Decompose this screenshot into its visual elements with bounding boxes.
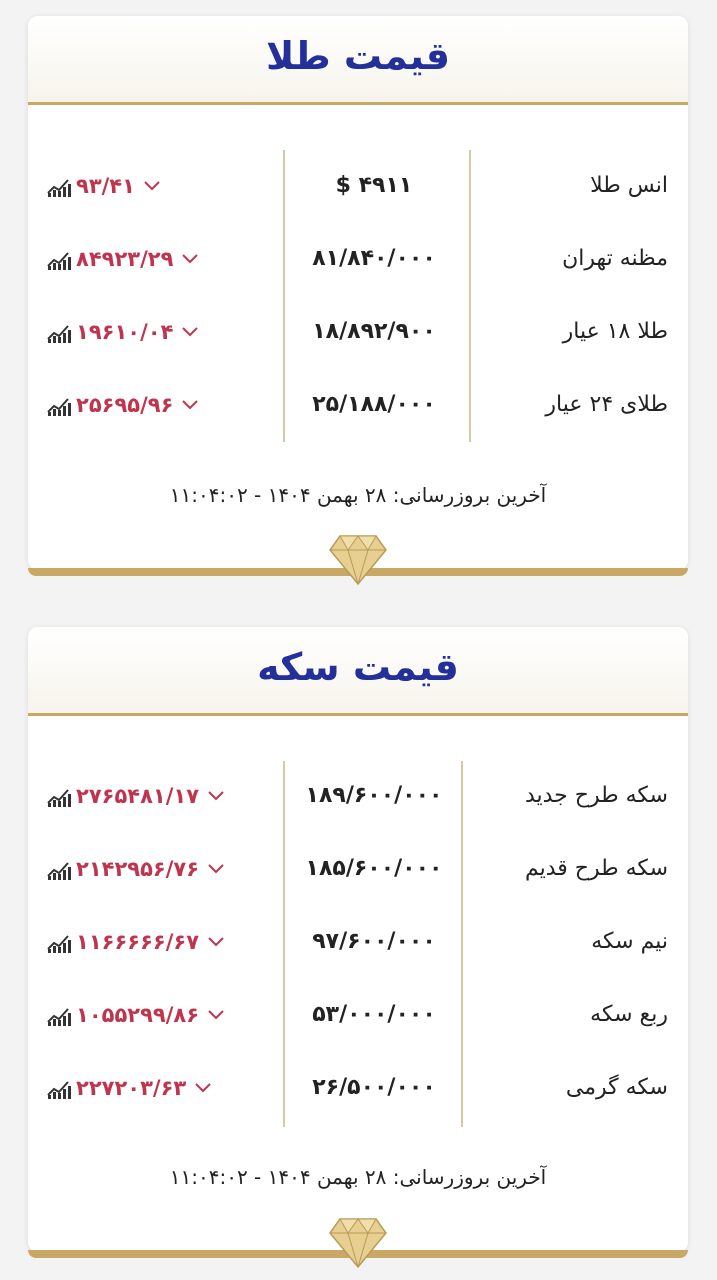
change-value: ۲۱۴۲۹۵۶/۷۶ xyxy=(76,857,200,881)
table-row[interactable] xyxy=(28,239,688,279)
diamond-icon xyxy=(328,534,388,586)
change-value: ۱۰۵۵۲۹۹/۸۶ xyxy=(76,1003,200,1027)
table-row[interactable] xyxy=(28,1068,688,1108)
table-row[interactable] xyxy=(28,312,688,352)
change-value: ۱۹۶۱۰/۰۴ xyxy=(76,320,174,344)
item-change[interactable] xyxy=(46,776,225,816)
bar-chart-icon[interactable] xyxy=(46,1077,72,1099)
bar-chart-icon[interactable] xyxy=(46,175,72,197)
table-row[interactable] xyxy=(28,922,688,962)
bar-chart-icon[interactable] xyxy=(46,931,72,953)
card-header xyxy=(28,627,688,716)
chevron-down-icon xyxy=(207,790,225,802)
change-value: ۸۴۹۲۳/۲۹ xyxy=(76,247,174,271)
coin-price-card xyxy=(28,627,688,1252)
change-value: ۲۵۶۹۵/۹۶ xyxy=(76,393,174,417)
bar-chart-icon[interactable] xyxy=(46,394,72,416)
item-price: ۱۸۹/۶۰۰/۰۰۰ xyxy=(305,783,443,808)
item-change[interactable] xyxy=(46,1068,212,1108)
diamond-icon xyxy=(328,1217,388,1269)
item-name: سکه طرح جدید xyxy=(524,783,668,808)
card-header xyxy=(28,16,688,105)
item-change[interactable] xyxy=(46,922,225,962)
chevron-down-icon xyxy=(207,936,225,948)
table-row[interactable] xyxy=(28,776,688,816)
gold-card-title: قیمت طلا xyxy=(266,34,450,78)
chevron-down-icon xyxy=(181,253,199,265)
table-row[interactable] xyxy=(28,166,688,206)
gold-price-card xyxy=(28,16,688,570)
item-name: طلای ۲۴ عیار xyxy=(545,392,668,417)
item-name: طلا ۱۸ عیار xyxy=(562,319,668,344)
chevron-down-icon xyxy=(181,326,199,338)
chevron-down-icon xyxy=(181,399,199,411)
table-row[interactable] xyxy=(28,995,688,1035)
item-price: ۱۸/۸۹۲/۹۰۰ xyxy=(312,319,436,344)
item-change[interactable] xyxy=(46,166,161,206)
change-value: ۲۲۷۲۰۳/۶۳ xyxy=(76,1076,187,1100)
item-name: مظنه تهران xyxy=(562,246,668,271)
bar-chart-icon[interactable] xyxy=(46,858,72,880)
last-updated-text: آخرین بروزرسانی: ۲۸ بهمن ۱۴۰۴ - ۱۱:۰۴:۰۲ xyxy=(169,1165,547,1189)
change-value: ۲۷۶۵۴۸۱/۱۷ xyxy=(76,784,200,808)
item-name: انس طلا xyxy=(590,173,668,198)
item-name: سکه طرح قدیم xyxy=(524,856,668,881)
item-change[interactable] xyxy=(46,995,225,1035)
item-price: ۸۱/۸۴۰/۰۰۰ xyxy=(312,246,436,271)
bar-chart-icon[interactable] xyxy=(46,1004,72,1026)
item-change[interactable] xyxy=(46,239,199,279)
item-name: سکه گرمی xyxy=(565,1075,668,1100)
table-row[interactable] xyxy=(28,385,688,425)
item-price: ۵۳/۰۰۰/۰۰۰ xyxy=(312,1002,436,1027)
chevron-down-icon xyxy=(143,180,161,192)
item-change[interactable] xyxy=(46,385,199,425)
table-row[interactable] xyxy=(28,849,688,889)
item-name: نیم سکه xyxy=(591,929,668,954)
item-price: ۲۵/۱۸۸/۰۰۰ xyxy=(312,392,436,417)
chevron-down-icon xyxy=(207,863,225,875)
change-value: ۹۳/۴۱ xyxy=(76,174,135,198)
item-price: ۹۷/۶۰۰/۰۰۰ xyxy=(312,929,436,954)
bar-chart-icon[interactable] xyxy=(46,321,72,343)
bar-chart-icon[interactable] xyxy=(46,785,72,807)
chevron-down-icon xyxy=(194,1082,212,1094)
change-value: ۱۱۶۶۶۶۶/۶۷ xyxy=(76,930,200,954)
item-change[interactable] xyxy=(46,312,199,352)
bar-chart-icon[interactable] xyxy=(46,248,72,270)
item-price: ۲۶/۵۰۰/۰۰۰ xyxy=(312,1075,436,1100)
item-change[interactable] xyxy=(46,849,225,889)
item-price: ۱۸۵/۶۰۰/۰۰۰ xyxy=(305,856,443,881)
last-updated-text: آخرین بروزرسانی: ۲۸ بهمن ۱۴۰۴ - ۱۱:۰۴:۰۲ xyxy=(169,483,547,507)
item-name: ربع سکه xyxy=(590,1002,668,1027)
chevron-down-icon xyxy=(207,1009,225,1021)
coin-card-title: قیمت سکه xyxy=(257,645,459,689)
item-price: $ ۴۹۱۱ xyxy=(335,173,413,198)
